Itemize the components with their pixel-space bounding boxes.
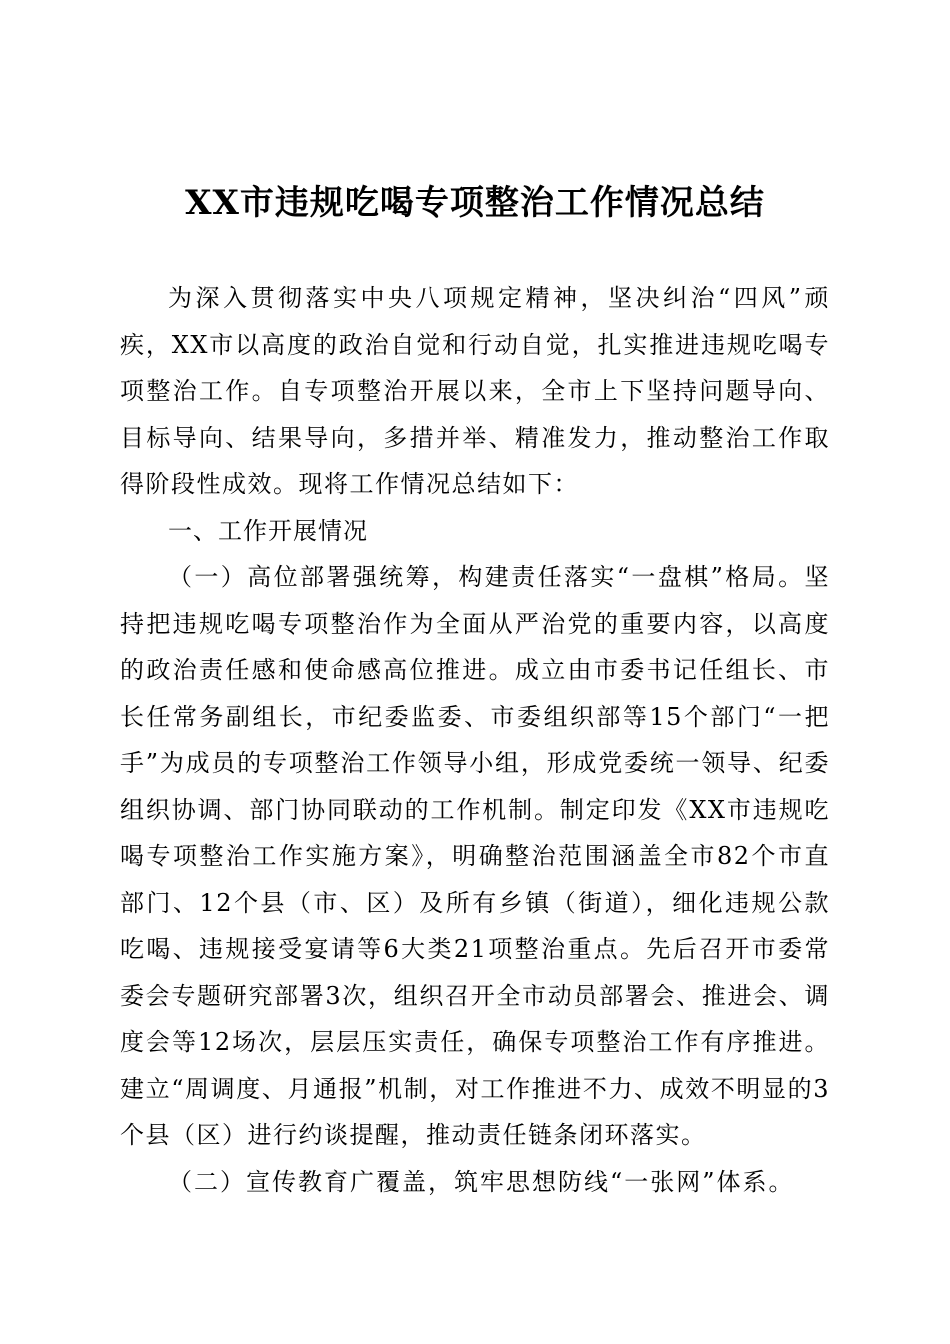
subsection-heading-2: （二）宣传教育广覆盖，筑牢思想防线“一张网”体系。 bbox=[168, 1167, 795, 1196]
subsection-1-body: 坚持把违规吃喝专项整治作为全面从严治党的重要内容，以高度的政治责任感和使命感高位推进。成立由市委书记任组长、市长任常务副组长，市纪委监委、市委组织部等15个部门“一把手”为成员的专项整治工作领导小组，形成党委统一领导、纪委组织协调、部门协同联动的工作机制。制定印发《XX市违规吃喝专项整治工作实施方案》，明确整治范围涵盖全市82个市直部门、12个县（市、区）及所有乡镇（街道），细化违规公款吃喝、违规接受宴请等6大类21项整治重点。先后召开市委常委会专题研究部署3次，组织召开全市动员部署会、推进会、调度会等12场次，层层压实责任，确保专项整治工作有序推进。建立“周调度、月通报”机制，对工作推进不力、成效不明显的3个县（区）进行约谈提醒，推动责任链条闭环落实。 bbox=[120, 563, 830, 1149]
subsection-1-paragraph bbox=[120, 554, 830, 1159]
document-title: XX市违规吃喝专项整治工作情况总结 bbox=[185, 183, 765, 223]
document-body bbox=[120, 275, 830, 1205]
section-heading-1: 一、工作开展情况 bbox=[168, 516, 368, 545]
intro-paragraph: 为深入贯彻落实中央八项规定精神，坚决纠治“四风”顽疾，XX市以高度的政治自觉和行动自觉，扎实推进违规吃喝专项整治工作。自专项整治开展以来，全市上下坚持问题导向、目标导向、结果导向，多措并举、精准发力，推动整治工作取得阶段性成效。现将工作情况总结如下： bbox=[120, 284, 830, 498]
subsection-heading-1: （一）高位部署强统筹，构建责任落实“一盘棋”格局。 bbox=[168, 563, 805, 591]
